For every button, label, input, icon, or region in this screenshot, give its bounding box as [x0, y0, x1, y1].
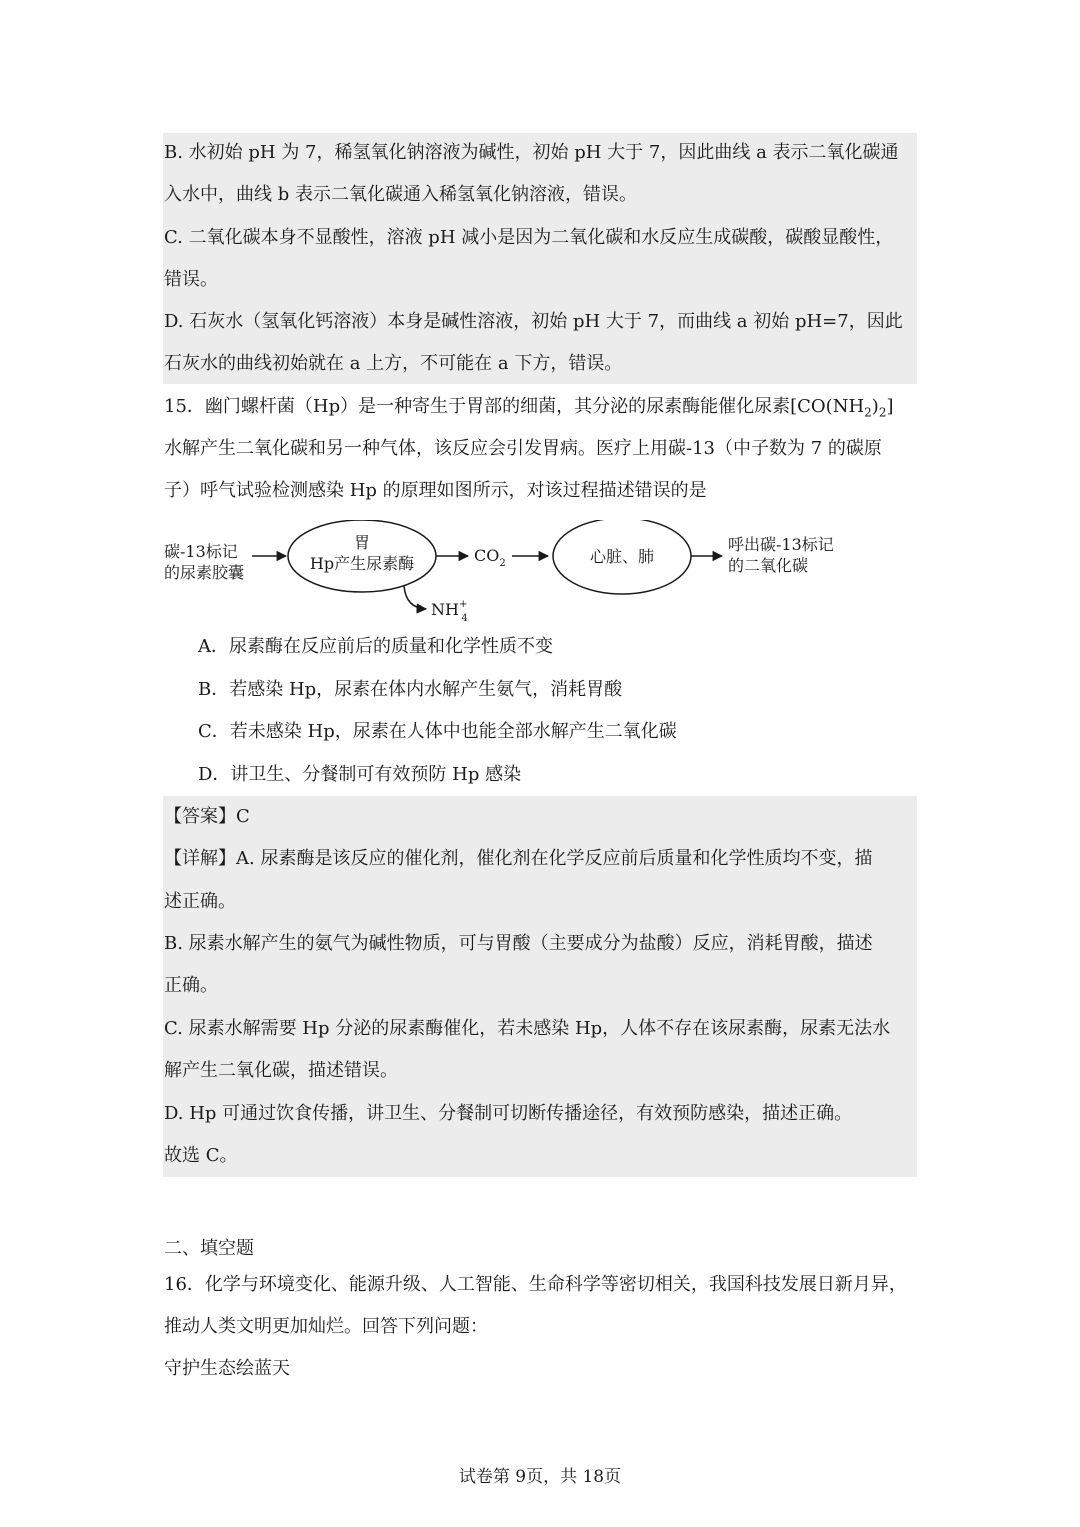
q15-explanation-a-line1: 【详解】A. 尿素酶是该反应的催化剂，催化剂在化学反应前后质量和化学性质均不变，描: [164, 848, 873, 869]
co2-label: $CO_2$: [474, 546, 506, 569]
q15-explanation-d-line1: D. Hp 可通过饮食传播，讲卫生、分餐制可切断传播途径，有效预防感染，描述正确。: [164, 1103, 853, 1124]
explanation-c-line2: 错误。: [164, 269, 218, 290]
stomach-node-label-line2: Hp产生尿素酶: [309, 554, 415, 573]
nh4-label: NH+ 4: [431, 599, 468, 624]
section-heading: 二、填空题: [164, 1238, 254, 1259]
page-footer: 试卷第 9页，共 18页: [458, 1467, 622, 1487]
q15-answer: 【答案】C: [164, 806, 250, 827]
q15-option-b: B．若感染 Hp，尿素在体内水解产生氨气，消耗胃酸: [198, 679, 623, 700]
q15-explanation-c-line1: C. 尿素水解需要 Hp 分泌的尿素酶催化，若未感染 Hp，人体不存在该尿素酶，尿素无法水: [164, 1018, 891, 1039]
prev-explanation-shade: [163, 133, 917, 384]
breath-test-diagram: [160, 520, 860, 630]
explanation-b-line1: B. 水初始 pH 为 7，稀氢氧化钠溶液为碱性，初始 pH 大于 7，因此曲线 a 表示二氧化碳通: [164, 142, 899, 163]
q15-explanation-b-line2: 正确。: [164, 975, 218, 996]
explanation-c-line1: C. 二氧化碳本身不显酸性，溶液 pH 减小是因为二氧化碳和水反应生成碳酸，碳酸显酸性，: [164, 227, 894, 248]
explanation-b-line2: 入水中，曲线 b 表示二氧化碳通入稀氢氧化钠溶液，错误。: [164, 184, 637, 205]
diagram-output-label-line1: 呼出碳-13标记: [728, 535, 834, 554]
q15-conclusion: 故选 C。: [164, 1145, 238, 1166]
diagram-input-label-line1: 碳-13标记: [164, 542, 238, 561]
q15-stem-line1: 15．幽门螺杆菌（Hp）是一种寄生于胃部的细菌，其分泌的尿素酶能催化尿素$[CO(NH_2)_2]$: [164, 396, 894, 420]
explanation-d-line2: 石灰水的曲线初始就在 a 上方，不可能在 a 下方，错误。: [164, 353, 623, 374]
q16-stem-line2: 推动人类文明更加灿烂。回答下列问题：: [164, 1316, 488, 1337]
q16-subheading: 守护生态绘蓝天: [164, 1358, 290, 1379]
diagram-input-label-line2: 的尿素胶囊: [164, 563, 245, 582]
q15-option-a: A．尿素酶在反应前后的质量和化学性质不变: [198, 636, 553, 657]
stomach-node-label-line1: 胃: [353, 533, 371, 552]
diagram-output-label-line2: 的二氧化碳: [728, 556, 809, 575]
arrow-stomach-to-nh4: [404, 586, 426, 609]
explanation-d-line1: D. 石灰水（氢氧化钙溶液）本身是碱性溶液，初始 pH 大于 7，而曲线 a 初始 pH=7，因此: [164, 311, 903, 332]
q16-stem-line1: 16．化学与环境变化、能源升级、人工智能、生命科学等密切相关，我国科技发展日新月异，: [164, 1274, 907, 1295]
q15-option-c: C．若未感染 Hp，尿素在人体中也能全部水解产生二氧化碳: [198, 721, 677, 742]
heart-lung-label: 心脏、肺: [589, 547, 655, 566]
q15-stem-line2: 水解产生二氧化碳和另一种气体，该反应会引发胃病。医疗上用碳-13（中子数为 7 的碳原: [164, 438, 882, 459]
q15-explanation-b-line1: B. 尿素水解产生的氨气为碱性物质，可与胃酸（主要成分为盐酸）反应，消耗胃酸，描述: [164, 933, 873, 954]
q15-explanation-c-line2: 解产生二氧化碳，描述错误。: [164, 1060, 398, 1081]
subscript: 2: [878, 405, 887, 420]
q15-explanation-a-line2: 述正确。: [164, 891, 236, 912]
q15-option-d: D．讲卫生、分餐制可有效预防 Hp 感染: [198, 764, 522, 785]
subscript: 2: [864, 405, 872, 420]
q15-stem-line3: 子）呼气试验检测感染 Hp 的原理如图所示，对该过程描述错误的是: [164, 480, 707, 501]
